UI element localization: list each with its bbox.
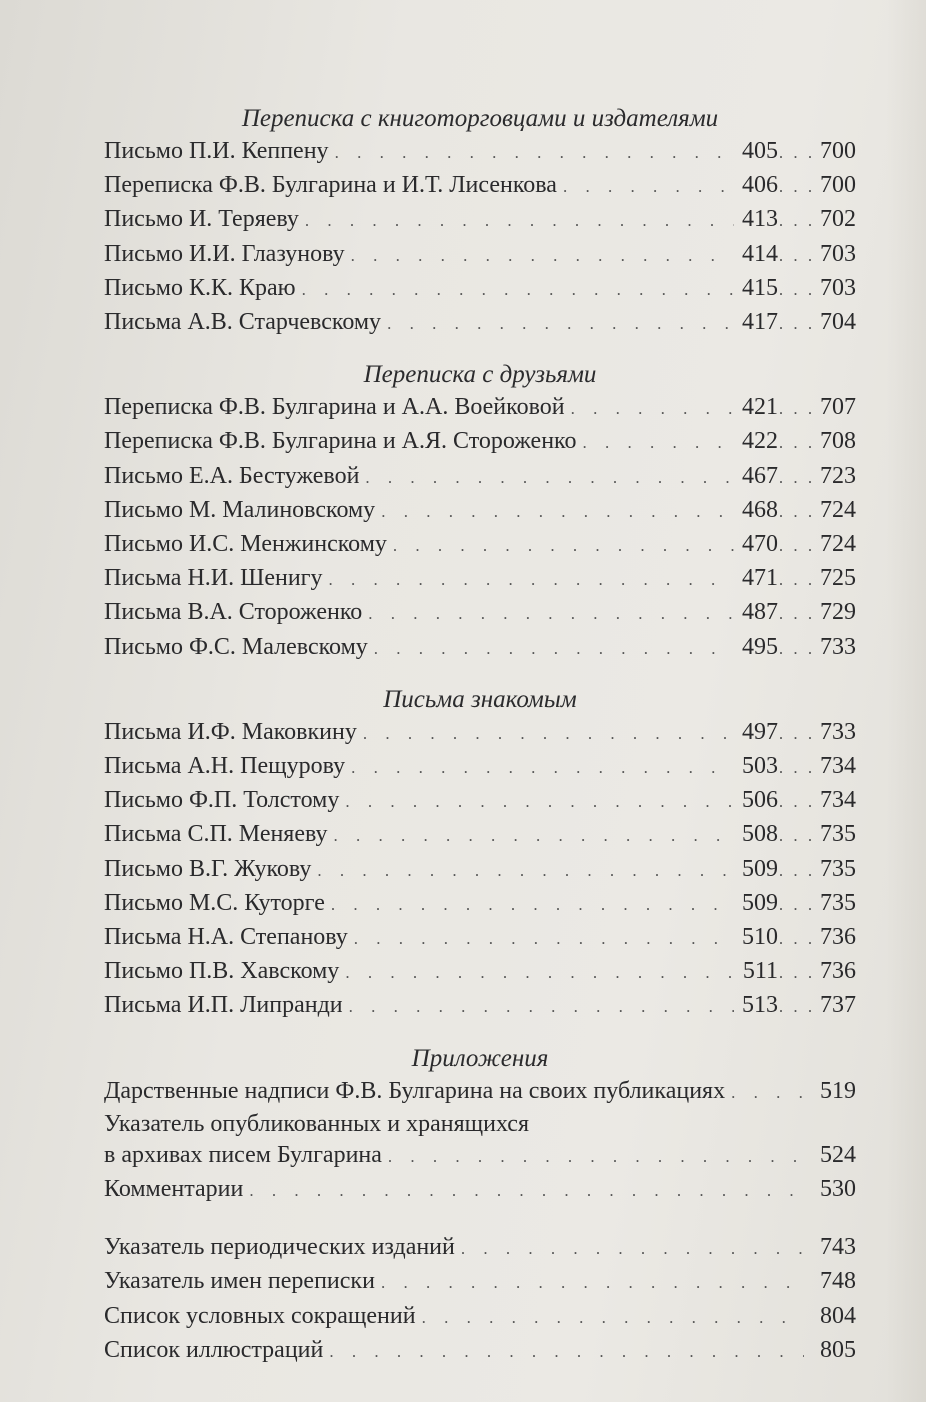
page-separator: . . .	[778, 638, 816, 658]
entry-page: 508	[742, 821, 778, 848]
page-separator: . . .	[778, 399, 816, 419]
leader-dots	[571, 392, 734, 425]
entry-comment-page: 735	[820, 889, 856, 916]
leader-dots	[381, 1266, 804, 1299]
page-separator: . . .	[778, 143, 816, 162]
entry-title: Письмо М.С. Куторге	[104, 889, 325, 916]
toc-entry	[104, 1075, 856, 1109]
entry-comment-page: 729	[820, 599, 856, 626]
leader-dots	[363, 717, 734, 750]
toc-entry	[104, 1300, 856, 1334]
entry-comment-page: 702	[820, 206, 856, 233]
leader-dots	[368, 597, 734, 630]
leader-dots	[422, 1301, 804, 1334]
entry-page: 509	[742, 889, 778, 916]
page-separator: . . .	[778, 314, 816, 334]
leader-dots	[365, 461, 734, 494]
toc-entry	[104, 562, 856, 596]
entry-page: 511	[742, 958, 778, 985]
leader-dots	[249, 1174, 804, 1207]
entry-page: 748	[820, 1268, 856, 1295]
entry-title: Письмо Ф.П. Толстому	[104, 787, 340, 814]
entry-comment-page: 703	[820, 274, 856, 301]
toc-entry	[104, 1334, 856, 1368]
leader-dots	[381, 495, 734, 528]
entry-title: Письмо И.И. Глазунову	[104, 240, 345, 267]
page-separator: . . .	[778, 723, 816, 743]
leader-dots	[731, 1076, 804, 1109]
entry-page: 421	[742, 394, 778, 421]
toc-entry	[104, 989, 856, 1023]
entry-title: Письмо Ф.С. Малевскому	[104, 633, 368, 660]
entry-title: Указатель периодических изданий	[104, 1234, 455, 1261]
section-title-appendices: Приложения	[411, 1044, 549, 1072]
toc-entry	[104, 631, 856, 665]
entry-title: Письма С.П. Меняеву	[104, 821, 328, 848]
entry-title: Письма А.В. Старчевскому	[104, 309, 382, 336]
entry-page: 513	[742, 992, 778, 1019]
entry-title-line1: Указатель опубликованных и хранящихся	[104, 1110, 529, 1137]
entry-page: 414	[742, 240, 778, 267]
entry-page: 519	[820, 1077, 856, 1104]
leader-dots	[354, 922, 734, 955]
leader-dots	[388, 1140, 804, 1173]
page-separator: . . .	[778, 245, 816, 265]
entry-comment-page: 700	[820, 172, 856, 199]
leader-dots	[387, 307, 734, 340]
page-separator: . . .	[778, 211, 816, 231]
entry-title: Письмо И.С. Менжинскому	[104, 531, 387, 558]
entry-page: 495	[742, 633, 778, 660]
entry-title: Письмо П.И. Кеппену	[104, 138, 329, 164]
page-separator: . . .	[778, 467, 816, 487]
entry-title: Письмо П.В. Хавскому	[104, 958, 340, 985]
page-separator: . . .	[778, 570, 816, 590]
toc-entry	[104, 272, 856, 306]
page-separator: . . .	[778, 860, 816, 880]
entry-page: 805	[820, 1336, 856, 1363]
entry-title-line2: в архивах писем Булгарина	[104, 1141, 382, 1168]
entry-title: Комментарии	[104, 1176, 244, 1203]
leader-dots	[302, 273, 734, 306]
toc-entry	[104, 425, 856, 459]
entry-title: Переписка Ф.В. Булгарина и А.Я. Стороженко	[104, 428, 577, 455]
entry-comment-page: 708	[820, 428, 856, 455]
entry-page: 743	[820, 1234, 856, 1261]
toc-entry	[104, 784, 856, 818]
leader-dots	[305, 204, 734, 237]
toc-entry	[104, 391, 856, 425]
page-separator: . . .	[778, 894, 816, 914]
toc-entry	[104, 887, 856, 921]
leader-dots	[374, 632, 734, 665]
page-separator: . . .	[778, 792, 816, 812]
toc-entry	[104, 716, 856, 750]
toc-entry	[104, 921, 856, 955]
toc-entry	[104, 1265, 856, 1299]
entry-title: Переписка Ф.В. Булгарина и И.Т. Лисенкова	[104, 172, 557, 199]
page-separator: . . .	[778, 929, 816, 949]
page-separator: . . .	[778, 536, 816, 556]
page-separator: . . .	[778, 758, 816, 778]
entry-title: Письмо В.Г. Жукову	[104, 855, 312, 882]
entry-comment-page: 734	[820, 753, 856, 780]
entry-page: 470	[742, 531, 778, 558]
page-separator: . . .	[778, 997, 816, 1017]
entry-comment-page: 734	[820, 787, 856, 814]
toc-entry	[104, 596, 856, 630]
entry-title: Письмо М. Малиновскому	[104, 496, 376, 523]
toc-entry	[104, 169, 856, 203]
page-separator: . . .	[778, 177, 816, 197]
toc-entry	[104, 750, 856, 784]
page-separator: . . .	[778, 963, 816, 983]
entry-page: 422	[742, 428, 778, 455]
table-of-contents	[104, 102, 856, 1368]
leader-dots	[393, 529, 734, 562]
leader-dots	[583, 426, 735, 459]
section-title-acquaintances: Письма знакомым	[383, 685, 577, 713]
entry-page: 509	[742, 855, 778, 882]
leader-dots	[345, 785, 734, 818]
entry-comment-page: 723	[820, 462, 856, 489]
entry-title: Указатель имен переписки	[104, 1268, 375, 1295]
entry-title: Письмо К.К. Краю	[104, 274, 296, 301]
entry-page: 415	[742, 274, 778, 301]
entry-comment-page: 703	[820, 240, 856, 267]
entry-title: Письма А.Н. Пещурову	[104, 753, 346, 780]
entry-comment-page: 733	[820, 633, 856, 660]
leader-dots	[461, 1232, 804, 1265]
entry-comment-page: 735	[820, 855, 856, 882]
leader-dots	[329, 563, 734, 596]
entry-title: Письма В.А. Стороженко	[104, 599, 363, 626]
entry-page: 503	[742, 753, 778, 780]
entry-page: 497	[742, 718, 778, 745]
entry-page: 468	[742, 496, 778, 523]
entry-title: Письмо И. Теряеву	[104, 206, 299, 233]
entry-comment-page: 725	[820, 565, 856, 592]
page-separator: . . .	[778, 501, 816, 521]
entry-title: Дарственные надписи Ф.В. Булгарина на своих публикациях	[104, 1077, 726, 1104]
entry-comment-page: 735	[820, 821, 856, 848]
entry-title: Письма Н.И. Шенигу	[104, 565, 323, 592]
page-separator: . . .	[778, 279, 816, 299]
toc-entry	[104, 135, 856, 169]
leader-dots	[563, 170, 734, 203]
entry-page: 467	[742, 462, 778, 489]
entry-comment-page: 707	[820, 394, 856, 421]
toc-entry	[104, 853, 856, 887]
toc-entry	[104, 1173, 856, 1207]
leader-dots	[351, 751, 734, 784]
entry-page: 405	[742, 138, 778, 164]
leader-dots	[317, 854, 734, 887]
entry-title: Список условных сокращений	[104, 1302, 416, 1329]
section-title-friends: Переписка с друзьями	[363, 361, 597, 389]
entry-title: Письмо Е.А. Бестужевой	[104, 462, 360, 489]
toc-entry	[104, 818, 856, 852]
leader-dots	[351, 239, 734, 272]
section-title-booksellers: Переписка с книготорговцами и издателями	[241, 105, 719, 132]
entry-page: 510	[742, 924, 778, 951]
entry-comment-page: 736	[820, 958, 856, 985]
toc-entry	[104, 1139, 856, 1173]
toc-entry	[104, 955, 856, 989]
entry-title: Письма И.П. Липранди	[104, 992, 343, 1019]
toc-entry	[104, 306, 856, 340]
entry-page: 471	[742, 565, 778, 592]
entry-page: 413	[742, 206, 778, 233]
toc-entry	[104, 528, 856, 562]
entry-page: 506	[742, 787, 778, 814]
leader-dots	[331, 888, 734, 921]
leader-dots	[334, 819, 734, 852]
entry-comment-page: 724	[820, 531, 856, 558]
toc-entry	[104, 238, 856, 272]
leader-dots	[335, 136, 734, 169]
entry-page: 406	[742, 172, 778, 199]
entry-title: Переписка Ф.В. Булгарина и А.А. Воейковой	[104, 394, 565, 421]
entry-page: 524	[820, 1141, 856, 1168]
entry-comment-page: 724	[820, 496, 856, 523]
entry-page: 530	[820, 1176, 856, 1203]
leader-dots	[329, 1335, 804, 1368]
leader-dots	[349, 990, 734, 1023]
entry-title: Список иллюстраций	[104, 1336, 324, 1363]
toc-entry	[104, 203, 856, 237]
entry-page: 804	[820, 1302, 856, 1329]
entry-comment-page: 736	[820, 924, 856, 951]
entry-comment-page: 733	[820, 718, 856, 745]
entry-title: Письма И.Ф. Маковкину	[104, 718, 357, 745]
toc-entry	[104, 460, 856, 494]
entry-comment-page: 700	[820, 138, 856, 164]
toc-entry-multiline	[104, 1109, 856, 1173]
entry-comment-page: 737	[820, 992, 856, 1019]
toc-entry	[104, 494, 856, 528]
page-separator: . . .	[778, 826, 816, 846]
page-separator: . . .	[778, 604, 816, 624]
entry-page: 417	[742, 309, 778, 336]
entry-title: Письма Н.А. Степанову	[104, 924, 348, 951]
leader-dots	[345, 956, 734, 989]
entry-page: 487	[742, 599, 778, 626]
page-separator: . . .	[778, 433, 816, 453]
toc-entry	[104, 1231, 856, 1265]
entry-comment-page: 704	[820, 309, 856, 336]
